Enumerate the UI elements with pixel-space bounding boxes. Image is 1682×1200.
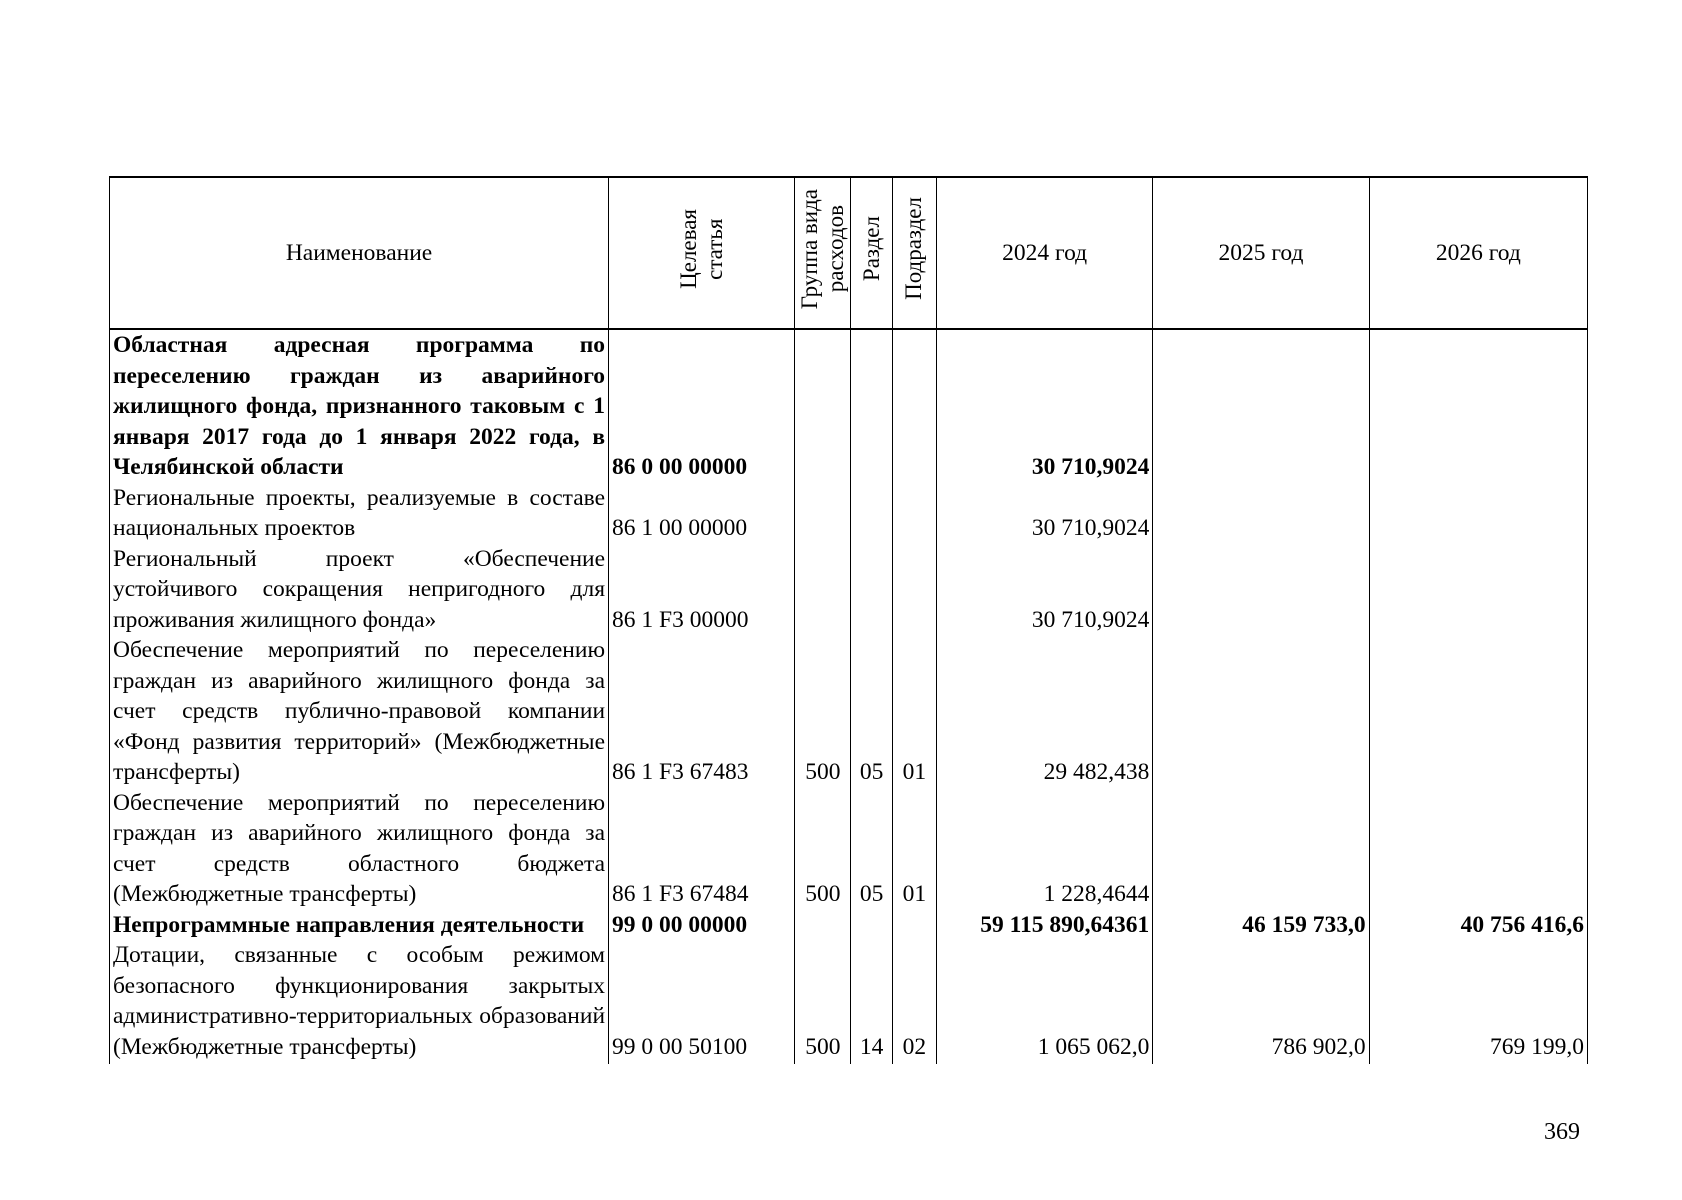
row-subsection: 01 <box>892 635 936 788</box>
row-section <box>851 544 892 636</box>
row-amount-2026 <box>1369 635 1587 788</box>
row-amount-2026 <box>1369 329 1587 483</box>
row-subsection: 01 <box>892 788 936 910</box>
row-amount-2025 <box>1153 635 1369 788</box>
row-target-article: 86 0 00 00000 <box>609 329 795 483</box>
budget-table <box>109 176 1588 1064</box>
row-section: 05 <box>851 635 892 788</box>
row-expense-group <box>795 544 851 636</box>
row-amount-2024: 29 482,438 <box>937 635 1153 788</box>
row-target-article: 99 0 00 50100 <box>609 940 795 1064</box>
row-amount-2024: 59 115 890,64361 <box>937 910 1153 941</box>
table-row <box>110 329 1588 483</box>
row-amount-2025 <box>1153 544 1369 636</box>
row-target-article: 86 1 F3 00000 <box>609 544 795 636</box>
header-expense-group: Группа вида расходов <box>795 177 851 329</box>
row-target-article: 86 1 00 00000 <box>609 483 795 544</box>
row-amount-2025 <box>1153 483 1369 544</box>
table-row <box>110 483 1588 544</box>
row-amount-2026: 40 756 416,6 <box>1369 910 1587 941</box>
row-amount-2024: 30 710,9024 <box>937 483 1153 544</box>
table-body <box>110 329 1588 1064</box>
row-amount-2026 <box>1369 788 1587 910</box>
row-name: Региональные проекты, реализуемые в составе национальных проектов <box>110 483 609 544</box>
row-amount-2025: 46 159 733,0 <box>1153 910 1369 941</box>
row-name: Непрограммные направления деятельности <box>110 910 609 941</box>
row-expense-group <box>795 910 851 941</box>
row-amount-2024: 30 710,9024 <box>937 544 1153 636</box>
row-amount-2025 <box>1153 329 1369 483</box>
row-target-article: 86 1 F3 67484 <box>609 788 795 910</box>
header-year-2024: 2024 год <box>937 177 1153 329</box>
table-row <box>110 635 1588 788</box>
header-year-2026: 2026 год <box>1369 177 1587 329</box>
row-target-article: 86 1 F3 67483 <box>609 635 795 788</box>
row-section <box>851 483 892 544</box>
table-header-row <box>110 177 1588 329</box>
row-subsection <box>892 544 936 636</box>
row-section: 05 <box>851 788 892 910</box>
row-name: Обеспечение мероприятий по переселению граждан из аварийного жилищного фонда за счет средств областного бюджета (Межбюджетные трансферты) <box>110 788 609 910</box>
row-expense-group: 500 <box>795 788 851 910</box>
header-year-2025: 2025 год <box>1153 177 1369 329</box>
header-target-article: Целевая статья <box>609 177 795 329</box>
row-name: Региональный проект «Обеспечение устойчивого сокращения непригодного для проживания жилищного фонда» <box>110 544 609 636</box>
row-section: 14 <box>851 940 892 1064</box>
row-subsection: 02 <box>892 940 936 1064</box>
table-row <box>110 940 1588 1064</box>
page-number: 369 <box>1544 1119 1580 1145</box>
table-row <box>110 544 1588 636</box>
row-name: Областная адресная программа по переселению граждан из аварийного жилищного фонда, признанного таковым с 1 января 2017 года до 1 января 2022 года, в Челябинской области <box>110 329 609 483</box>
header-name: Наименование <box>110 177 609 329</box>
row-section <box>851 329 892 483</box>
row-name: Обеспечение мероприятий по переселению граждан из аварийного жилищного фонда за счет средств публично-правовой компании «Фонд развития территорий» (Межбюджетные трансферты) <box>110 635 609 788</box>
row-amount-2026 <box>1369 544 1587 636</box>
row-expense-group <box>795 329 851 483</box>
row-amount-2025: 786 902,0 <box>1153 940 1369 1064</box>
row-amount-2024: 30 710,9024 <box>937 329 1153 483</box>
row-amount-2024: 1 065 062,0 <box>937 940 1153 1064</box>
row-amount-2025 <box>1153 788 1369 910</box>
row-name: Дотации, связанные с особым режимом безопасного функционирования закрытых административно-территориальных образований (Межбюджетные трансферты) <box>110 940 609 1064</box>
header-section: Раздел <box>851 177 892 329</box>
row-expense-group <box>795 483 851 544</box>
row-amount-2026 <box>1369 483 1587 544</box>
table-row <box>110 910 1588 941</box>
row-amount-2024: 1 228,4644 <box>937 788 1153 910</box>
row-subsection <box>892 329 936 483</box>
row-amount-2026: 769 199,0 <box>1369 940 1587 1064</box>
header-subsection: Подраздел <box>892 177 936 329</box>
table-row <box>110 788 1588 910</box>
row-expense-group: 500 <box>795 940 851 1064</box>
row-subsection <box>892 910 936 941</box>
row-expense-group: 500 <box>795 635 851 788</box>
row-subsection <box>892 483 936 544</box>
row-target-article: 99 0 00 00000 <box>609 910 795 941</box>
row-section <box>851 910 892 941</box>
